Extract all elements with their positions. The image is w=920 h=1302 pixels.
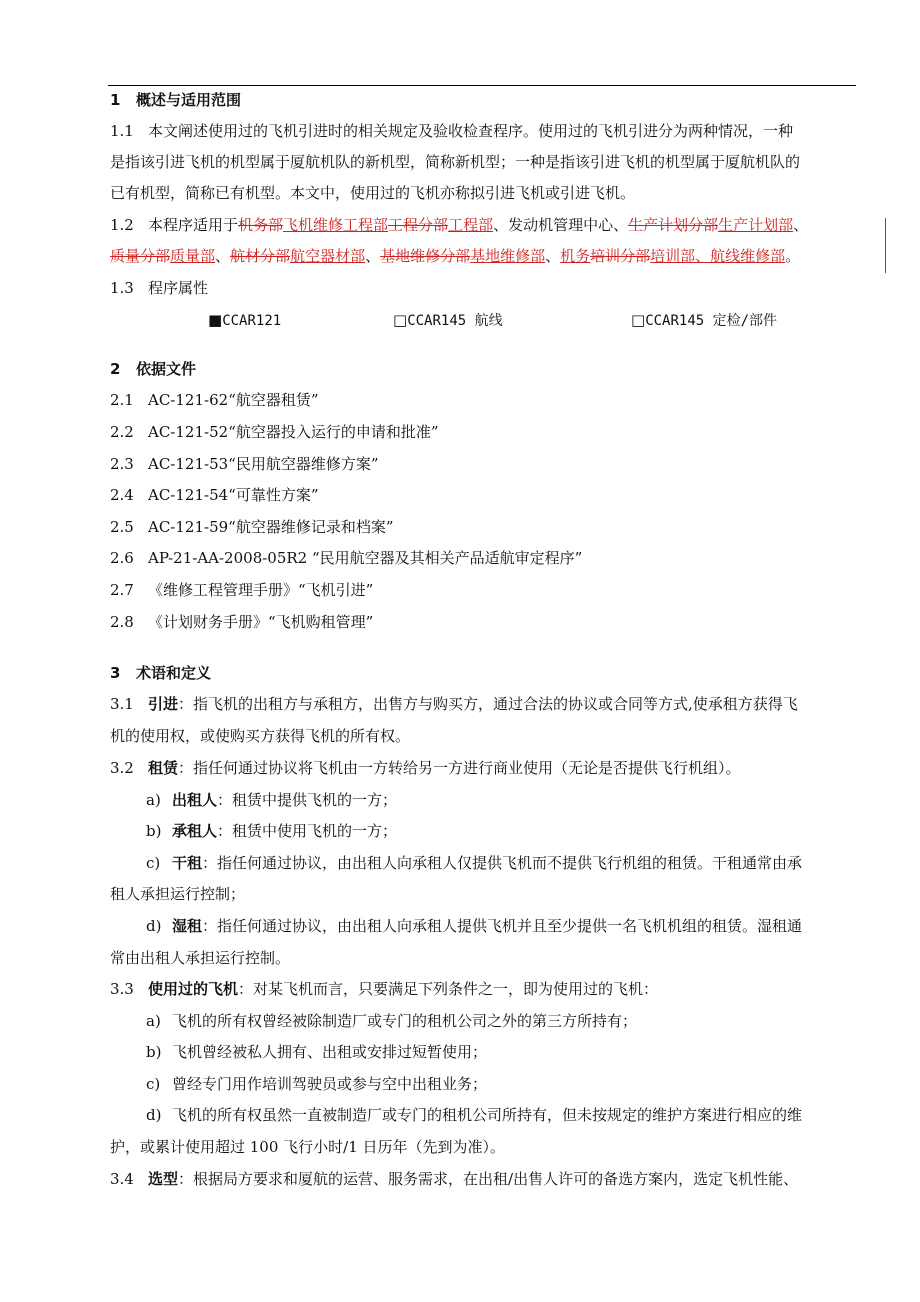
para-3-2-d-line-2: 常由出租人承担运行控制。 <box>110 949 291 967</box>
term: 引进 <box>148 695 179 713</box>
para-3-3-d-line-1: d) 飞机的所有权虽然一直被制造厂或专门的租机公司所持有，但未按规定的维护方案进行相应的维 <box>146 1106 803 1124</box>
para-3-3: 3.3 使用过的飞机：对某飞机而言，只要满足下列条件之一，即为使用过的飞机： <box>110 980 659 998</box>
para-1-3: 1.3 程序属性 <box>110 279 209 297</box>
deleted-text: 基地维修分部 <box>380 247 471 265</box>
deleted-text: 机务部 <box>238 216 284 234</box>
checkbox-ccar145-line: □CCAR145 航线 <box>393 311 503 329</box>
checkbox-ccar121: ■CCAR121 <box>208 311 282 329</box>
list-item: 2.1 AC-121-62“航空器租赁” <box>110 391 319 409</box>
term: 租赁 <box>148 759 179 777</box>
inserted-text: 航空器材部 <box>290 247 366 265</box>
deleted-text: 生产计划分部 <box>628 216 719 234</box>
section-1-heading: 1 概述与适用范围 <box>110 91 242 109</box>
checkbox-unchecked-icon: □ <box>393 311 408 329</box>
checkbox-ccar145-check: □CCAR145 定检/部件 <box>631 311 778 329</box>
para-1-1-line-3: 已有机型，简称已有机型。本文中，使用过的飞机亦称拟引进飞机或引进飞机。 <box>110 184 636 202</box>
list-item: 2.8 《计划财务手册》“飞机购租管理” <box>110 613 374 631</box>
para-3-2-c-line-1: c) 干租：指任何通过协议，由出租人向承租人仅提供飞机而不提供飞行机组的租赁。干租通常由承 <box>146 854 803 872</box>
inserted-text: 基地维修部 <box>470 247 546 265</box>
para-3-2-d-line-1: d) 湿租：指任何通过协议，由出租人向承租人提供飞机并且至少提供一名飞机机组的租赁。湿租通 <box>146 917 803 935</box>
para-3-2-a: a) 出租人：租赁中提供飞机的一方； <box>146 791 398 809</box>
term: 承租人 <box>172 822 218 840</box>
inserted-text: 飞机维修工程部 <box>283 216 389 234</box>
inserted-text: 机务 <box>560 247 591 265</box>
para-1-2-line-1: 1.2 本程序适用于机务部飞机维修工程部工程分部工程部、发动机管理中心、生产计划分部生产计划部、 <box>110 216 809 234</box>
para-3-3-b: b) 飞机曾经被私人拥有、出租或安排过短暂使用； <box>146 1043 488 1061</box>
inserted-text: 工程部 <box>448 216 494 234</box>
list-item: 2.5 AC-121-59“航空器维修记录和档案” <box>110 518 394 536</box>
list-item: 2.4 AC-121-54“可靠性方案” <box>110 486 319 504</box>
para-1-1-line-2: 是指该引进飞机的机型属于厦航机队的新机型，简称新机型；一种是指该引进飞机的机型属于厦航机队的 <box>110 153 801 171</box>
section-3-heading: 3 术语和定义 <box>110 664 212 682</box>
header-rule <box>108 85 856 86</box>
para-3-2: 3.2 租赁：指任何通过协议将飞机由一方转给另一方进行商业使用（无论是否提供飞行机组）。 <box>110 759 741 777</box>
para-3-1-line-1: 3.1 引进：指飞机的出租方与承租方，出售方与购买方，通过合法的协议或合同等方式,使承租方获得飞 <box>110 695 798 713</box>
checkbox-unchecked-icon: □ <box>631 311 646 329</box>
deleted-text: 质量分部 <box>110 247 171 265</box>
para-3-3-a: a) 飞机的所有权曾经被除制造厂或专门的租机公司之外的第三方所持有； <box>146 1012 638 1030</box>
para-1-2-line-2: 质量分部质量部、航材分部航空器材部、基地维修分部基地维修部、机务培训分部培训部、航线维修部。 <box>110 247 801 265</box>
deleted-text: 培训分部 <box>590 247 651 265</box>
term: 湿租 <box>172 917 203 935</box>
para-3-3-d-line-2: 护，或累计使用超过 100 飞行小时/1 日历年（先到为准）。 <box>110 1138 506 1156</box>
inserted-text: 质量部 <box>170 247 216 265</box>
term: 干租 <box>172 854 203 872</box>
para-3-2-c-line-2: 租人承担运行控制； <box>110 885 246 903</box>
term: 使用过的飞机 <box>148 980 239 998</box>
checkbox-checked-icon: ■ <box>208 311 223 329</box>
deleted-text: 工程分部 <box>388 216 449 234</box>
term: 选型 <box>148 1170 179 1188</box>
section-2-heading: 2 依据文件 <box>110 360 197 378</box>
term: 出租人 <box>172 791 218 809</box>
para-3-3-c: c) 曾经专门用作培训驾驶员或参与空中出租业务； <box>146 1075 488 1093</box>
para-3-4: 3.4 选型：根据局方要求和厦航的运营、服务需求，在出租/出售人许可的备选方案内，选定飞机性能、 <box>110 1170 799 1188</box>
list-item: 2.6 AP-21-AA-2008-05R2 “民用航空器及其相关产品适航审定程序” <box>110 549 583 567</box>
para-1-1-line-1: 1.1 本文阐述使用过的飞机引进时的相关规定及验收检查程序。使用过的飞机引进分为两种情况，一种 <box>110 122 794 140</box>
deleted-text: 航材分部 <box>230 247 291 265</box>
list-item: 2.3 AC-121-53“民用航空器维修方案” <box>110 455 379 473</box>
list-item: 2.2 AC-121-52“航空器投入运行的申请和批准” <box>110 423 439 441</box>
revision-bar <box>885 218 886 273</box>
para-3-2-b: b) 承租人：租赁中使用飞机的一方； <box>146 822 398 840</box>
para-3-1-line-2: 机的使用权，或使购买方获得飞机的所有权。 <box>110 727 411 745</box>
list-item: 2.7 《维修工程管理手册》“飞机引进” <box>110 581 374 599</box>
inserted-text: 培训部、航线维修部 <box>650 247 786 265</box>
inserted-text: 生产计划部 <box>718 216 794 234</box>
